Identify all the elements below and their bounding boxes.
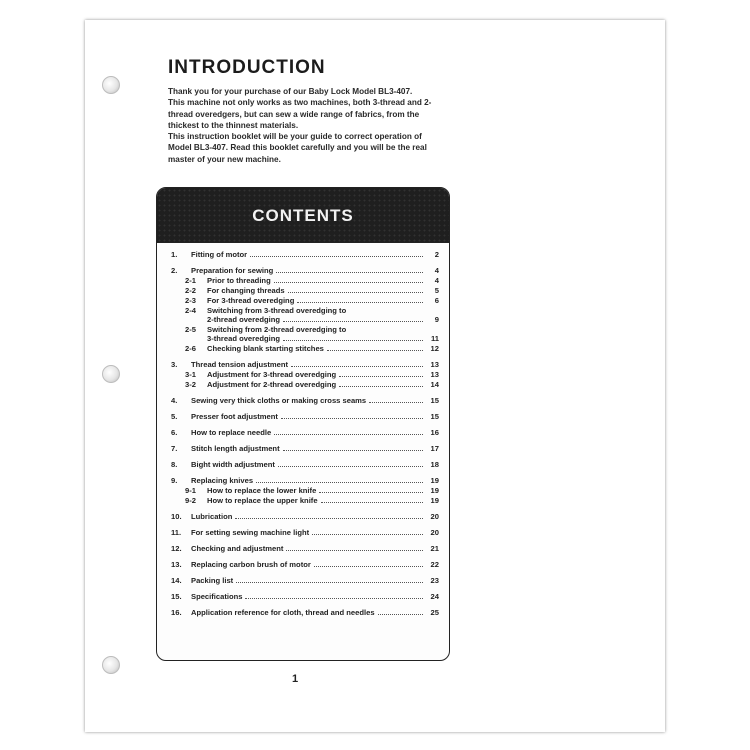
toc-label: Sewing very thick cloths or making cross seams [191, 396, 367, 405]
toc-number: 10. [171, 512, 182, 521]
leader-dots [278, 465, 423, 467]
toc-entry[interactable] [171, 428, 439, 437]
leader-dots [236, 581, 423, 583]
toc-subentry[interactable] [171, 286, 439, 295]
leader-dots [286, 549, 423, 551]
toc-entry[interactable] [171, 444, 439, 453]
toc-label: Switching from 2-thread overedging to [207, 325, 347, 334]
toc-subentry[interactable] [171, 370, 439, 379]
intro-paragraph: This machine not only works as two machines, both 3-thread and 2-thread overedgers, but can sew a wide range of fabrics, from the thickest to the thinnest materials. [168, 98, 432, 130]
toc-number: 2-4 [185, 306, 196, 315]
toc-subentry[interactable] [171, 296, 439, 305]
toc-entry[interactable] [171, 512, 439, 521]
toc-label: Fitting of motor [191, 250, 248, 259]
intro-paragraph: Thank you for your purchase of our Baby Lock Model BL3-407. [168, 87, 413, 96]
table-of-contents [171, 250, 439, 617]
toc-number: 9. [171, 476, 178, 485]
toc-page: 19 [430, 486, 439, 495]
toc-page: 15 [430, 396, 439, 405]
toc-label: Adjustment for 3-thread overedging [207, 370, 337, 379]
leader-dots [256, 481, 423, 483]
toc-page: 20 [430, 528, 439, 537]
contents-panel [156, 187, 450, 661]
toc-label: Checking and adjustment [191, 544, 284, 553]
toc-page: 4 [434, 276, 439, 285]
leader-dots [235, 517, 423, 519]
toc-subentry[interactable] [171, 496, 439, 505]
leader-dots [339, 385, 423, 387]
leader-dots [245, 597, 423, 599]
toc-label: Lubrication [191, 512, 233, 521]
toc-number: 2-6 [185, 344, 196, 353]
leader-dots [283, 449, 423, 451]
contents-header [157, 188, 449, 243]
leader-dots [314, 565, 423, 567]
toc-label: Replacing carbon brush of motor [191, 560, 311, 569]
toc-page: 25 [430, 608, 439, 617]
toc-page: 2 [434, 250, 439, 259]
toc-label: Bight width adjustment [191, 460, 275, 469]
toc-page: 18 [430, 460, 439, 469]
toc-page: 5 [434, 286, 439, 295]
toc-page: 19 [430, 476, 439, 485]
toc-entry[interactable] [171, 576, 439, 585]
toc-subentry[interactable] [171, 486, 439, 495]
binder-hole [102, 656, 120, 674]
toc-entry[interactable] [171, 476, 439, 485]
toc-page: 24 [430, 592, 439, 601]
leader-dots [288, 291, 423, 293]
toc-label: Packing list [191, 576, 234, 585]
toc-entry[interactable] [171, 396, 439, 405]
intro-paragraph: This instruction booklet will be your guide to correct operation of Model BL3-407. Read this booklet carefully and you will be the real master of your new machine. [168, 132, 427, 164]
toc-label: Application reference for cloth, thread and needles [191, 608, 375, 617]
toc-label: Stitch length adjustment [191, 444, 280, 453]
leader-dots [369, 401, 423, 403]
toc-label: Replacing knives [191, 476, 254, 485]
toc-number: 5. [171, 412, 178, 421]
contents-title: CONTENTS [252, 206, 354, 225]
leader-dots [321, 501, 423, 503]
toc-number: 12. [171, 544, 182, 553]
toc-subentry[interactable] [171, 325, 439, 343]
leader-dots [378, 613, 423, 615]
toc-page: 16 [430, 428, 439, 437]
toc-number: 2-3 [185, 296, 196, 305]
toc-number: 3-2 [185, 380, 196, 389]
toc-entry[interactable] [171, 544, 439, 553]
toc-label: 3-thread overedging [207, 334, 280, 343]
page-number: 1 [292, 673, 299, 685]
toc-page: 17 [430, 444, 439, 453]
binder-hole [102, 76, 120, 94]
leader-dots [250, 255, 423, 257]
toc-number: 2-2 [185, 286, 196, 295]
toc-page: 13 [430, 370, 439, 379]
toc-page: 4 [434, 266, 439, 275]
leader-dots [327, 349, 423, 351]
leader-dots [297, 301, 423, 303]
toc-page: 9 [434, 315, 439, 324]
toc-label: How to replace the lower knife [207, 486, 317, 495]
toc-label: Presser foot adjustment [191, 412, 278, 421]
toc-number: 2-1 [185, 276, 196, 285]
toc-entry[interactable] [171, 360, 439, 369]
toc-number: 1. [171, 250, 178, 259]
toc-entry[interactable] [171, 266, 439, 275]
leader-dots [276, 271, 423, 273]
toc-page: 12 [430, 344, 439, 353]
toc-page: 22 [430, 560, 439, 569]
binder-hole [102, 365, 120, 383]
toc-page: 20 [430, 512, 439, 521]
toc-number: 9-1 [185, 486, 196, 495]
toc-label: Switching from 3-thread overedging to [207, 306, 347, 315]
leader-dots [274, 433, 423, 435]
toc-label: Thread tension adjustment [191, 360, 289, 369]
toc-label: Adjustment for 2-thread overedging [207, 380, 337, 389]
toc-number: 3. [171, 360, 178, 369]
toc-number: 7. [171, 444, 178, 453]
toc-entry[interactable] [171, 608, 439, 617]
toc-page: 23 [430, 576, 439, 585]
toc-page: 14 [430, 380, 439, 389]
toc-entry[interactable] [171, 528, 439, 537]
toc-subentry[interactable] [171, 276, 439, 285]
toc-page: 13 [430, 360, 439, 369]
toc-page: 21 [430, 544, 439, 553]
toc-label: For setting sewing machine light [191, 528, 310, 537]
toc-label: How to replace needle [191, 428, 272, 437]
leader-dots [281, 417, 423, 419]
toc-page: 11 [430, 334, 439, 343]
toc-number: 2-5 [185, 325, 196, 334]
toc-subentry[interactable] [171, 380, 439, 389]
toc-label: Prior to threading [207, 276, 271, 285]
introduction-text [168, 86, 446, 165]
toc-number: 3-1 [185, 370, 196, 379]
toc-label: Specifications [191, 592, 243, 601]
introduction-heading: INTRODUCTION [168, 57, 326, 78]
toc-entry[interactable] [171, 412, 439, 421]
leader-dots [283, 339, 423, 341]
toc-entry[interactable] [171, 460, 439, 469]
toc-number: 11. [171, 528, 182, 537]
leader-dots [319, 491, 423, 493]
toc-number: 15. [171, 592, 182, 601]
toc-number: 13. [171, 560, 182, 569]
toc-entry[interactable] [171, 592, 439, 601]
leader-dots [274, 281, 423, 283]
leader-dots [283, 320, 423, 322]
toc-number: 14. [171, 576, 182, 585]
toc-entry[interactable] [171, 250, 439, 259]
toc-label: 2-thread overedging [207, 315, 280, 324]
toc-label: For changing threads [207, 286, 285, 295]
toc-entry[interactable] [171, 560, 439, 569]
toc-number: 6. [171, 428, 178, 437]
toc-page: 19 [430, 496, 439, 505]
toc-subentry[interactable] [171, 344, 439, 353]
toc-number: 16. [171, 608, 182, 617]
toc-label: For 3-thread overedging [207, 296, 295, 305]
toc-label: Preparation for sewing [191, 266, 274, 275]
leader-dots [312, 533, 423, 535]
toc-page: 15 [430, 412, 439, 421]
toc-subentry[interactable] [171, 306, 439, 324]
toc-number: 9-2 [185, 496, 196, 505]
toc-number: 8. [171, 460, 178, 469]
toc-number: 2. [171, 266, 178, 275]
leader-dots [339, 375, 423, 377]
toc-label: Checking blank starting stitches [207, 344, 324, 353]
toc-number: 4. [171, 396, 178, 405]
toc-label: How to replace the upper knife [207, 496, 318, 505]
leader-dots [291, 365, 423, 367]
toc-page: 6 [434, 296, 439, 305]
